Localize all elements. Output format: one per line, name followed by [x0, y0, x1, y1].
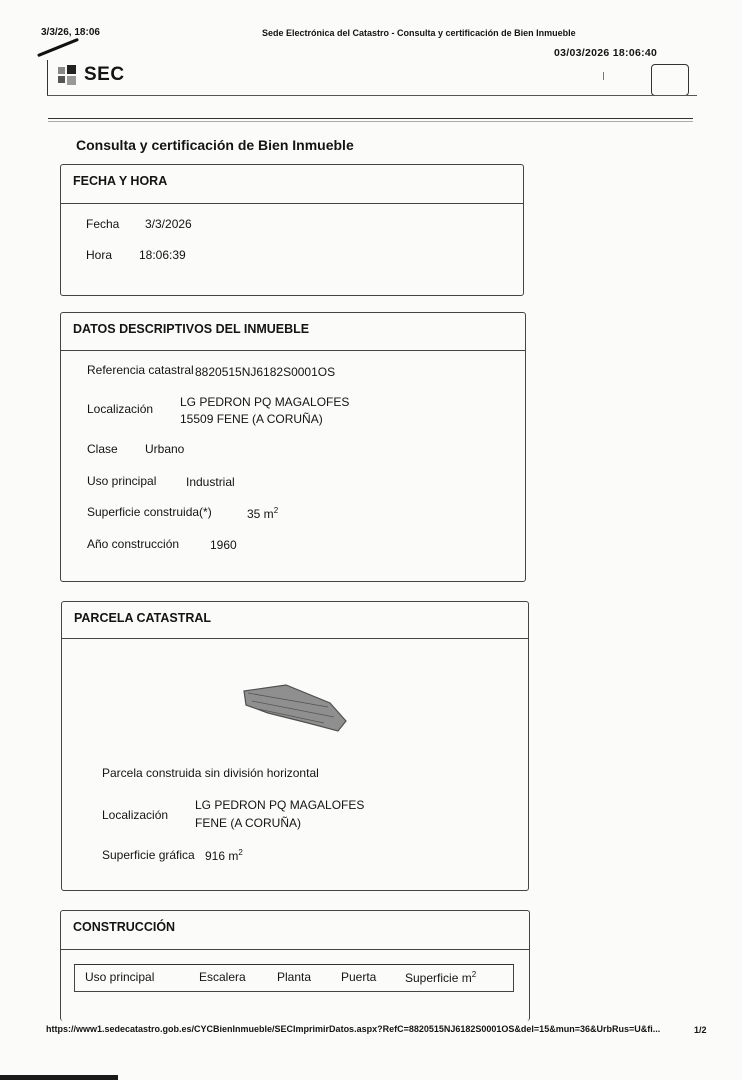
localizacion-label: Localización: [87, 402, 154, 416]
construccion-table-header: [74, 964, 514, 992]
anio-construccion-value: 1960: [210, 538, 237, 552]
panel-datos-head: [61, 313, 525, 351]
parcela-localizacion-line1: LG PEDRON PQ MAGALOFES: [195, 798, 365, 812]
fecha-label: Fecha: [86, 217, 120, 231]
panel-construccion: [60, 910, 530, 1021]
panel-fecha-hora-heading: FECHA Y HORA: [73, 174, 168, 188]
parcela-localizacion-label: Localización: [102, 808, 169, 822]
col-superficie-text: Superficie m: [405, 971, 472, 985]
fecha-value: 3/3/2026: [145, 217, 192, 231]
uso-principal-label: Uso principal: [87, 474, 157, 488]
col-puerta: Puerta: [341, 970, 377, 984]
header-rule: [48, 118, 693, 119]
footer-url: https://www1.sedecatastro.gob.es/CYCBienInmueble/SECImprimirDatos.aspx?RefC=8820515NJ6182S0001OS&del=15&mun=36&UrbRus=U&fi...: [46, 1024, 661, 1034]
sec-logo-text: SEC: [84, 64, 125, 85]
anio-construccion-label: Año construcción: [87, 537, 180, 551]
localizacion-line1: LG PEDRON PQ MAGALOFES: [180, 395, 350, 409]
col-uso-principal: Uso principal: [85, 970, 155, 984]
hora-value: 18:06:39: [139, 248, 186, 262]
parcel-shape-mark: [238, 683, 350, 735]
parcela-superficie-exponent: 2: [238, 848, 243, 857]
superficie-value: [247, 506, 278, 521]
superficie-label: Superficie construida(*): [87, 505, 212, 519]
col-superficie: [405, 970, 476, 985]
panel-fecha-hora: [60, 164, 524, 296]
panel-construccion-head: [61, 911, 529, 950]
header-box: [651, 64, 689, 96]
col-escalera: Escalera: [199, 970, 246, 984]
header-baseline: [47, 95, 697, 96]
footer-page-number: 1/2: [694, 1025, 707, 1035]
pen-mark: [37, 38, 79, 57]
col-superficie-exponent: 2: [471, 970, 477, 979]
panel-parcela-heading: PARCELA CATASTRAL: [74, 611, 212, 625]
clase-value: Urbano: [145, 442, 185, 456]
panel-parcela-catastral: [61, 601, 529, 891]
ref-catastral-label: Referencia catastral: [87, 363, 194, 377]
panel-parcela-head: [62, 602, 528, 639]
sec-logo-icon: [58, 65, 78, 85]
parcela-superficie-label: Superficie gráfica: [102, 848, 195, 862]
hora-label: Hora: [86, 248, 113, 262]
clase-label: Clase: [87, 442, 118, 456]
print-date: 3/3/26, 18:06: [41, 27, 100, 38]
uso-principal-value: Industrial: [186, 475, 235, 489]
panel-datos-heading: DATOS DESCRIPTIVOS DEL INMUEBLE: [73, 322, 310, 336]
panel-datos-descriptivos: [60, 312, 526, 582]
header-tick: [603, 72, 604, 80]
superficie-number: 35 m: [247, 507, 274, 521]
parcela-superficie-number: 916 m: [205, 849, 239, 863]
page-title: Consulta y certificación de Bien Inmueble: [76, 137, 354, 153]
panel-construccion-heading: CONSTRUCCIÓN: [73, 920, 176, 934]
col-planta: Planta: [277, 970, 312, 984]
localizacion-line2: 15509 FENE (A CORUÑA): [180, 412, 323, 426]
print-timestamp: 03/03/2026 18:06:40: [554, 47, 658, 59]
bottom-edge-mark: [0, 1075, 118, 1080]
ref-catastral-value: 8820515NJ6182S0001OS: [195, 365, 336, 379]
print-title: Sede Electrónica del Catastro - Consulta y certificación de Bien Inmueble: [262, 28, 576, 38]
parcela-tipo: Parcela construida sin división horizontal: [102, 766, 319, 780]
header-rule-secondary: [48, 121, 693, 122]
panel-fecha-hora-head: [61, 165, 523, 204]
parcela-localizacion-line2: FENE (A CORUÑA): [195, 816, 302, 830]
sec-logo: [58, 64, 125, 86]
header-divider: [47, 60, 48, 96]
parcela-superficie-value: [205, 848, 243, 863]
superficie-exponent: 2: [273, 506, 279, 515]
